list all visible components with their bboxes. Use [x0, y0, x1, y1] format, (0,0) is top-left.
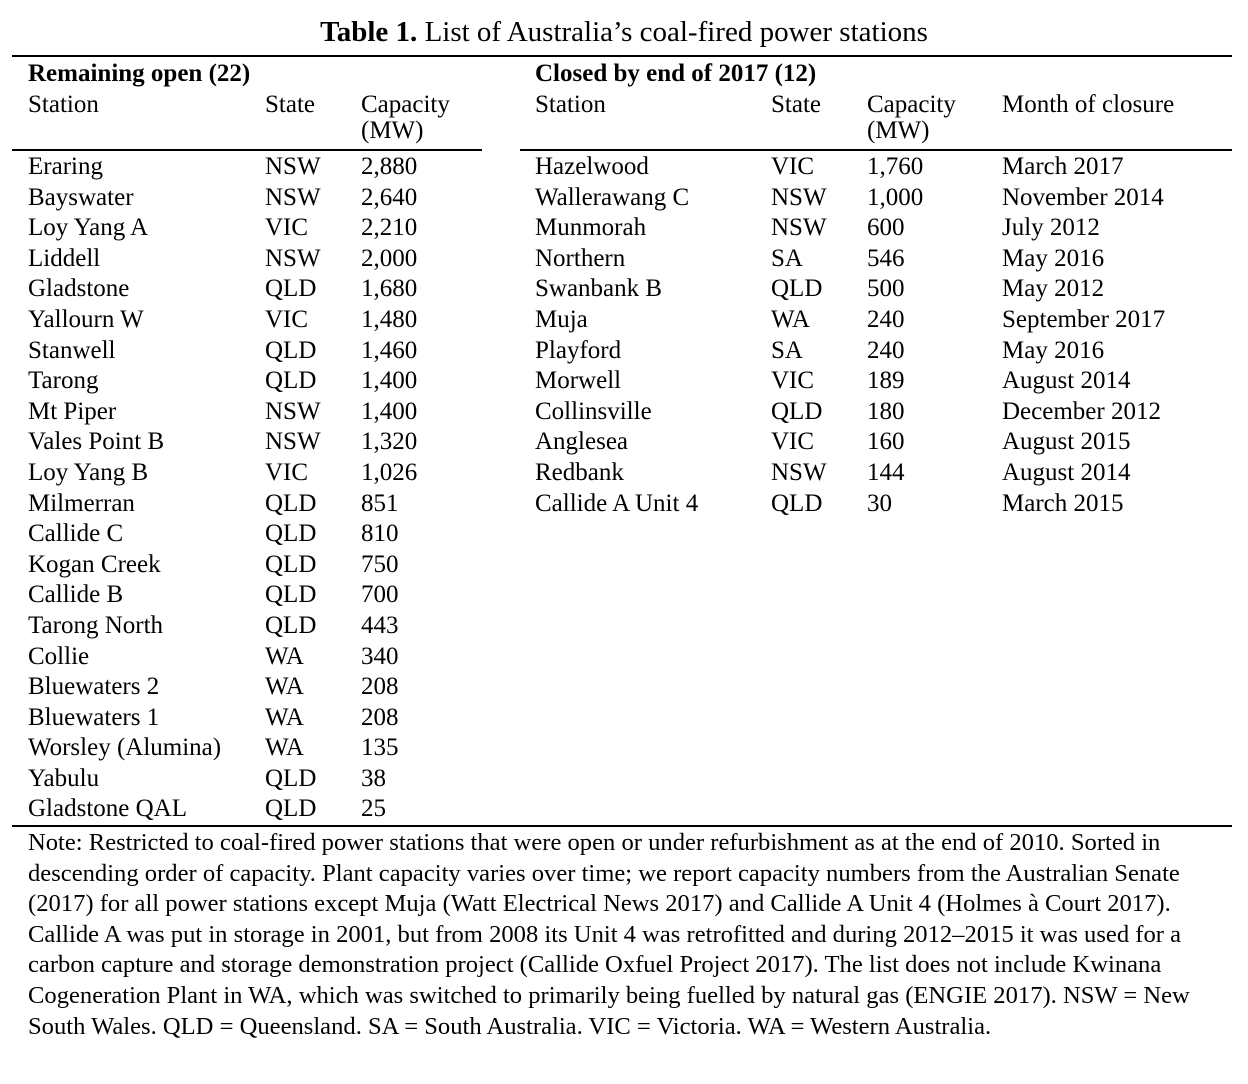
table-row — [535, 305, 1235, 336]
table-row — [28, 152, 478, 183]
capacity-cell: 1,400 — [361, 397, 418, 425]
capacity-cell: 2,210 — [361, 214, 418, 242]
station-cell: Bayswater — [28, 183, 134, 211]
station-cell: Bluewaters 1 — [28, 703, 160, 731]
capacity-cell: 1,680 — [361, 275, 418, 303]
closure-cell: September 2017 — [1002, 305, 1166, 333]
state-cell: NSW — [265, 428, 321, 456]
table-row — [28, 305, 478, 336]
capacity-cell: 810 — [361, 520, 399, 548]
station-cell: Wallerawang C — [535, 183, 690, 211]
station-cell: Northern — [535, 244, 626, 272]
station-cell: Morwell — [535, 367, 622, 395]
state-cell: QLD — [771, 397, 823, 425]
capacity-cell: 1,460 — [361, 336, 418, 364]
state-cell: QLD — [771, 275, 823, 303]
state-cell: NSW — [265, 153, 321, 180]
table-title — [0, 14, 1248, 50]
state-cell: VIC — [771, 367, 815, 395]
station-cell: Vales Point B — [28, 428, 165, 456]
state-cell: VIC — [265, 214, 309, 242]
state-cell: WA — [265, 703, 304, 731]
right-table-body — [535, 152, 1235, 519]
top-rule — [12, 55, 1232, 57]
table-row — [535, 274, 1235, 305]
left-col-capacity — [361, 92, 450, 144]
state-cell: NSW — [771, 183, 827, 211]
station-cell: Tarong North — [28, 611, 164, 639]
station-cell: Yabulu — [28, 764, 100, 792]
capacity-cell: 700 — [361, 581, 399, 609]
state-cell: SA — [771, 244, 803, 272]
capacity-cell: 1,480 — [361, 305, 418, 333]
table-row — [28, 489, 478, 520]
station-cell: Bluewaters 2 — [28, 673, 160, 701]
table-row — [535, 366, 1235, 397]
table-row — [535, 458, 1235, 489]
table-row — [535, 336, 1235, 367]
closure-cell: August 2014 — [1002, 367, 1131, 395]
capacity-cell: 1,000 — [867, 183, 924, 211]
state-cell: WA — [265, 734, 304, 762]
capacity-cell: 2,880 — [361, 153, 418, 180]
table-row — [28, 183, 478, 214]
closure-cell: November 2014 — [1002, 183, 1164, 211]
station-cell: Munmorah — [535, 214, 647, 242]
station-cell: Callide B — [28, 581, 124, 609]
table-row — [535, 427, 1235, 458]
table-row — [535, 183, 1235, 214]
state-cell: NSW — [265, 397, 321, 425]
station-cell: Muja — [535, 305, 588, 333]
table-note: Note: Restricted to coal-fired power stations that were open or under refurbishment as at the end of 2010. Sorted in descending order of capacity. Plant capacity varies over time; we report capacity numbers from the Australian Senate (2017) for all power stations except Muja (Watt Electrical News 2017) and Callide A Unit 4 (Holmes à Court 2017). Callide A was put in storage in 2001, but from 2008 its Unit 4 was retrofitted and during 2012–2015 it was used for a carbon capture and storage demonstration project (Callide Oxfuel Project 2017). The list does not include Kwinana Cogeneration Plant in WA, which was switched to primarily being fuelled by natural gas (ENGIE 2017). NSW = New South Wales. QLD = Queensland. SA = South Australia. VIC = Victoria. WA = Western Australia. — [28, 829, 1190, 1040]
right-header-rule — [520, 149, 1232, 151]
state-cell: QLD — [265, 611, 317, 639]
capacity-cell: 38 — [361, 764, 386, 792]
state-cell: SA — [771, 336, 803, 364]
state-cell: VIC — [771, 153, 815, 180]
capacity-cell: 1,400 — [361, 367, 418, 395]
state-cell: QLD — [265, 581, 317, 609]
capacity-cell: 443 — [361, 611, 399, 639]
state-cell: NSW — [771, 214, 827, 242]
table-row — [28, 794, 478, 825]
right-col-state: State — [771, 91, 821, 118]
station-cell: Stanwell — [28, 336, 116, 364]
station-cell: Loy Yang A — [28, 214, 149, 242]
station-cell: Eraring — [28, 153, 103, 180]
table-row — [28, 733, 478, 764]
capacity-cell: 340 — [361, 642, 399, 670]
capacity-cell: 189 — [867, 367, 905, 395]
closure-cell: August 2014 — [1002, 458, 1131, 486]
table-row — [28, 611, 478, 642]
table-row — [28, 336, 478, 367]
station-cell: Swanbank B — [535, 275, 663, 303]
table-row — [28, 519, 478, 550]
station-cell: Mt Piper — [28, 397, 117, 425]
table-row — [535, 152, 1235, 183]
right-col-capacity-label: Capacity — [867, 91, 956, 118]
capacity-cell: 240 — [867, 305, 905, 333]
station-cell: Playford — [535, 336, 622, 364]
capacity-cell: 600 — [867, 214, 905, 242]
station-cell: Gladstone QAL — [28, 795, 187, 823]
station-cell: Milmerran — [28, 489, 135, 517]
state-cell: VIC — [265, 458, 309, 486]
left-col-station: Station — [28, 91, 99, 118]
station-cell: Yallourn W — [28, 305, 144, 333]
closure-cell: May 2016 — [1002, 244, 1105, 272]
capacity-cell: 1,026 — [361, 458, 418, 486]
state-cell: QLD — [265, 550, 317, 578]
state-cell: QLD — [265, 275, 317, 303]
table-row — [28, 274, 478, 305]
station-cell: Callide C — [28, 520, 124, 548]
table-row — [28, 642, 478, 673]
station-cell: Liddell — [28, 244, 101, 272]
station-cell: Hazelwood — [535, 153, 649, 180]
closure-cell: May 2016 — [1002, 336, 1105, 364]
left-header-rule — [12, 149, 482, 151]
closure-cell: March 2017 — [1002, 153, 1124, 180]
capacity-cell: 135 — [361, 734, 399, 762]
table-row — [28, 427, 478, 458]
table-row — [28, 550, 478, 581]
station-cell: Collinsville — [535, 397, 652, 425]
capacity-cell: 208 — [361, 673, 399, 701]
state-cell: QLD — [771, 489, 823, 517]
capacity-cell: 25 — [361, 795, 386, 823]
table-row — [535, 213, 1235, 244]
state-cell: NSW — [265, 244, 321, 272]
table-row — [28, 213, 478, 244]
station-cell: Kogan Creek — [28, 550, 161, 578]
station-cell: Callide A Unit 4 — [535, 489, 699, 517]
table-row — [28, 397, 478, 428]
state-cell: QLD — [265, 520, 317, 548]
closure-cell: March 2015 — [1002, 489, 1124, 517]
right-col-capacity-unit: (MW) — [867, 117, 930, 144]
capacity-cell: 240 — [867, 336, 905, 364]
state-cell: NSW — [265, 183, 321, 211]
table-row — [28, 458, 478, 489]
left-col-state: State — [265, 91, 315, 118]
state-cell: NSW — [771, 458, 827, 486]
left-col-capacity-label: Capacity — [361, 91, 450, 118]
closure-cell: December 2012 — [1002, 397, 1161, 425]
station-cell: Loy Yang B — [28, 458, 149, 486]
capacity-cell: 144 — [867, 458, 905, 486]
table-row — [28, 244, 478, 275]
station-cell: Anglesea — [535, 428, 629, 456]
table-row — [28, 764, 478, 795]
table-row — [28, 366, 478, 397]
state-cell: WA — [771, 305, 810, 333]
state-cell: QLD — [265, 336, 317, 364]
capacity-cell: 1,320 — [361, 428, 418, 456]
right-section-heading: Closed by end of 2017 (12) — [535, 60, 817, 87]
table-row — [28, 703, 478, 734]
closure-cell: May 2012 — [1002, 275, 1105, 303]
capacity-cell: 160 — [867, 428, 905, 456]
station-cell: Worsley (Alumina) — [28, 734, 222, 762]
left-col-capacity-unit: (MW) — [361, 117, 424, 144]
capacity-cell: 500 — [867, 275, 905, 303]
capacity-cell: 2,640 — [361, 183, 418, 211]
state-cell: QLD — [265, 367, 317, 395]
left-table-body — [28, 152, 478, 825]
capacity-cell: 30 — [867, 489, 892, 517]
capacity-cell: 1,760 — [867, 153, 924, 180]
state-cell: VIC — [771, 428, 815, 456]
station-cell: Tarong — [28, 367, 99, 395]
station-cell: Collie — [28, 642, 90, 670]
table-row — [535, 244, 1235, 275]
state-cell: QLD — [265, 489, 317, 517]
closure-cell: July 2012 — [1002, 214, 1100, 242]
station-cell: Gladstone — [28, 275, 130, 303]
capacity-cell: 750 — [361, 550, 399, 578]
state-cell: WA — [265, 642, 304, 670]
right-col-station: Station — [535, 91, 606, 118]
right-col-closure: Month of closure — [1002, 91, 1175, 118]
left-section-heading: Remaining open (22) — [28, 60, 251, 87]
state-cell: QLD — [265, 764, 317, 792]
right-col-capacity — [867, 92, 956, 144]
closure-cell: August 2015 — [1002, 428, 1131, 456]
capacity-cell: 180 — [867, 397, 905, 425]
capacity-cell: 851 — [361, 489, 399, 517]
state-cell: WA — [265, 673, 304, 701]
capacity-cell: 208 — [361, 703, 399, 731]
table-row — [28, 580, 478, 611]
table-row — [535, 489, 1235, 520]
state-cell: QLD — [265, 795, 317, 823]
bottom-rule — [12, 825, 1232, 827]
capacity-cell: 2,000 — [361, 244, 418, 272]
station-cell: Redbank — [535, 458, 624, 486]
table-row — [535, 397, 1235, 428]
table-row — [28, 672, 478, 703]
table-label: Table 1. — [320, 16, 418, 48]
table-title-text: List of Australia’s coal-fired power stations — [417, 16, 928, 48]
capacity-cell: 546 — [867, 244, 905, 272]
state-cell: VIC — [265, 305, 309, 333]
